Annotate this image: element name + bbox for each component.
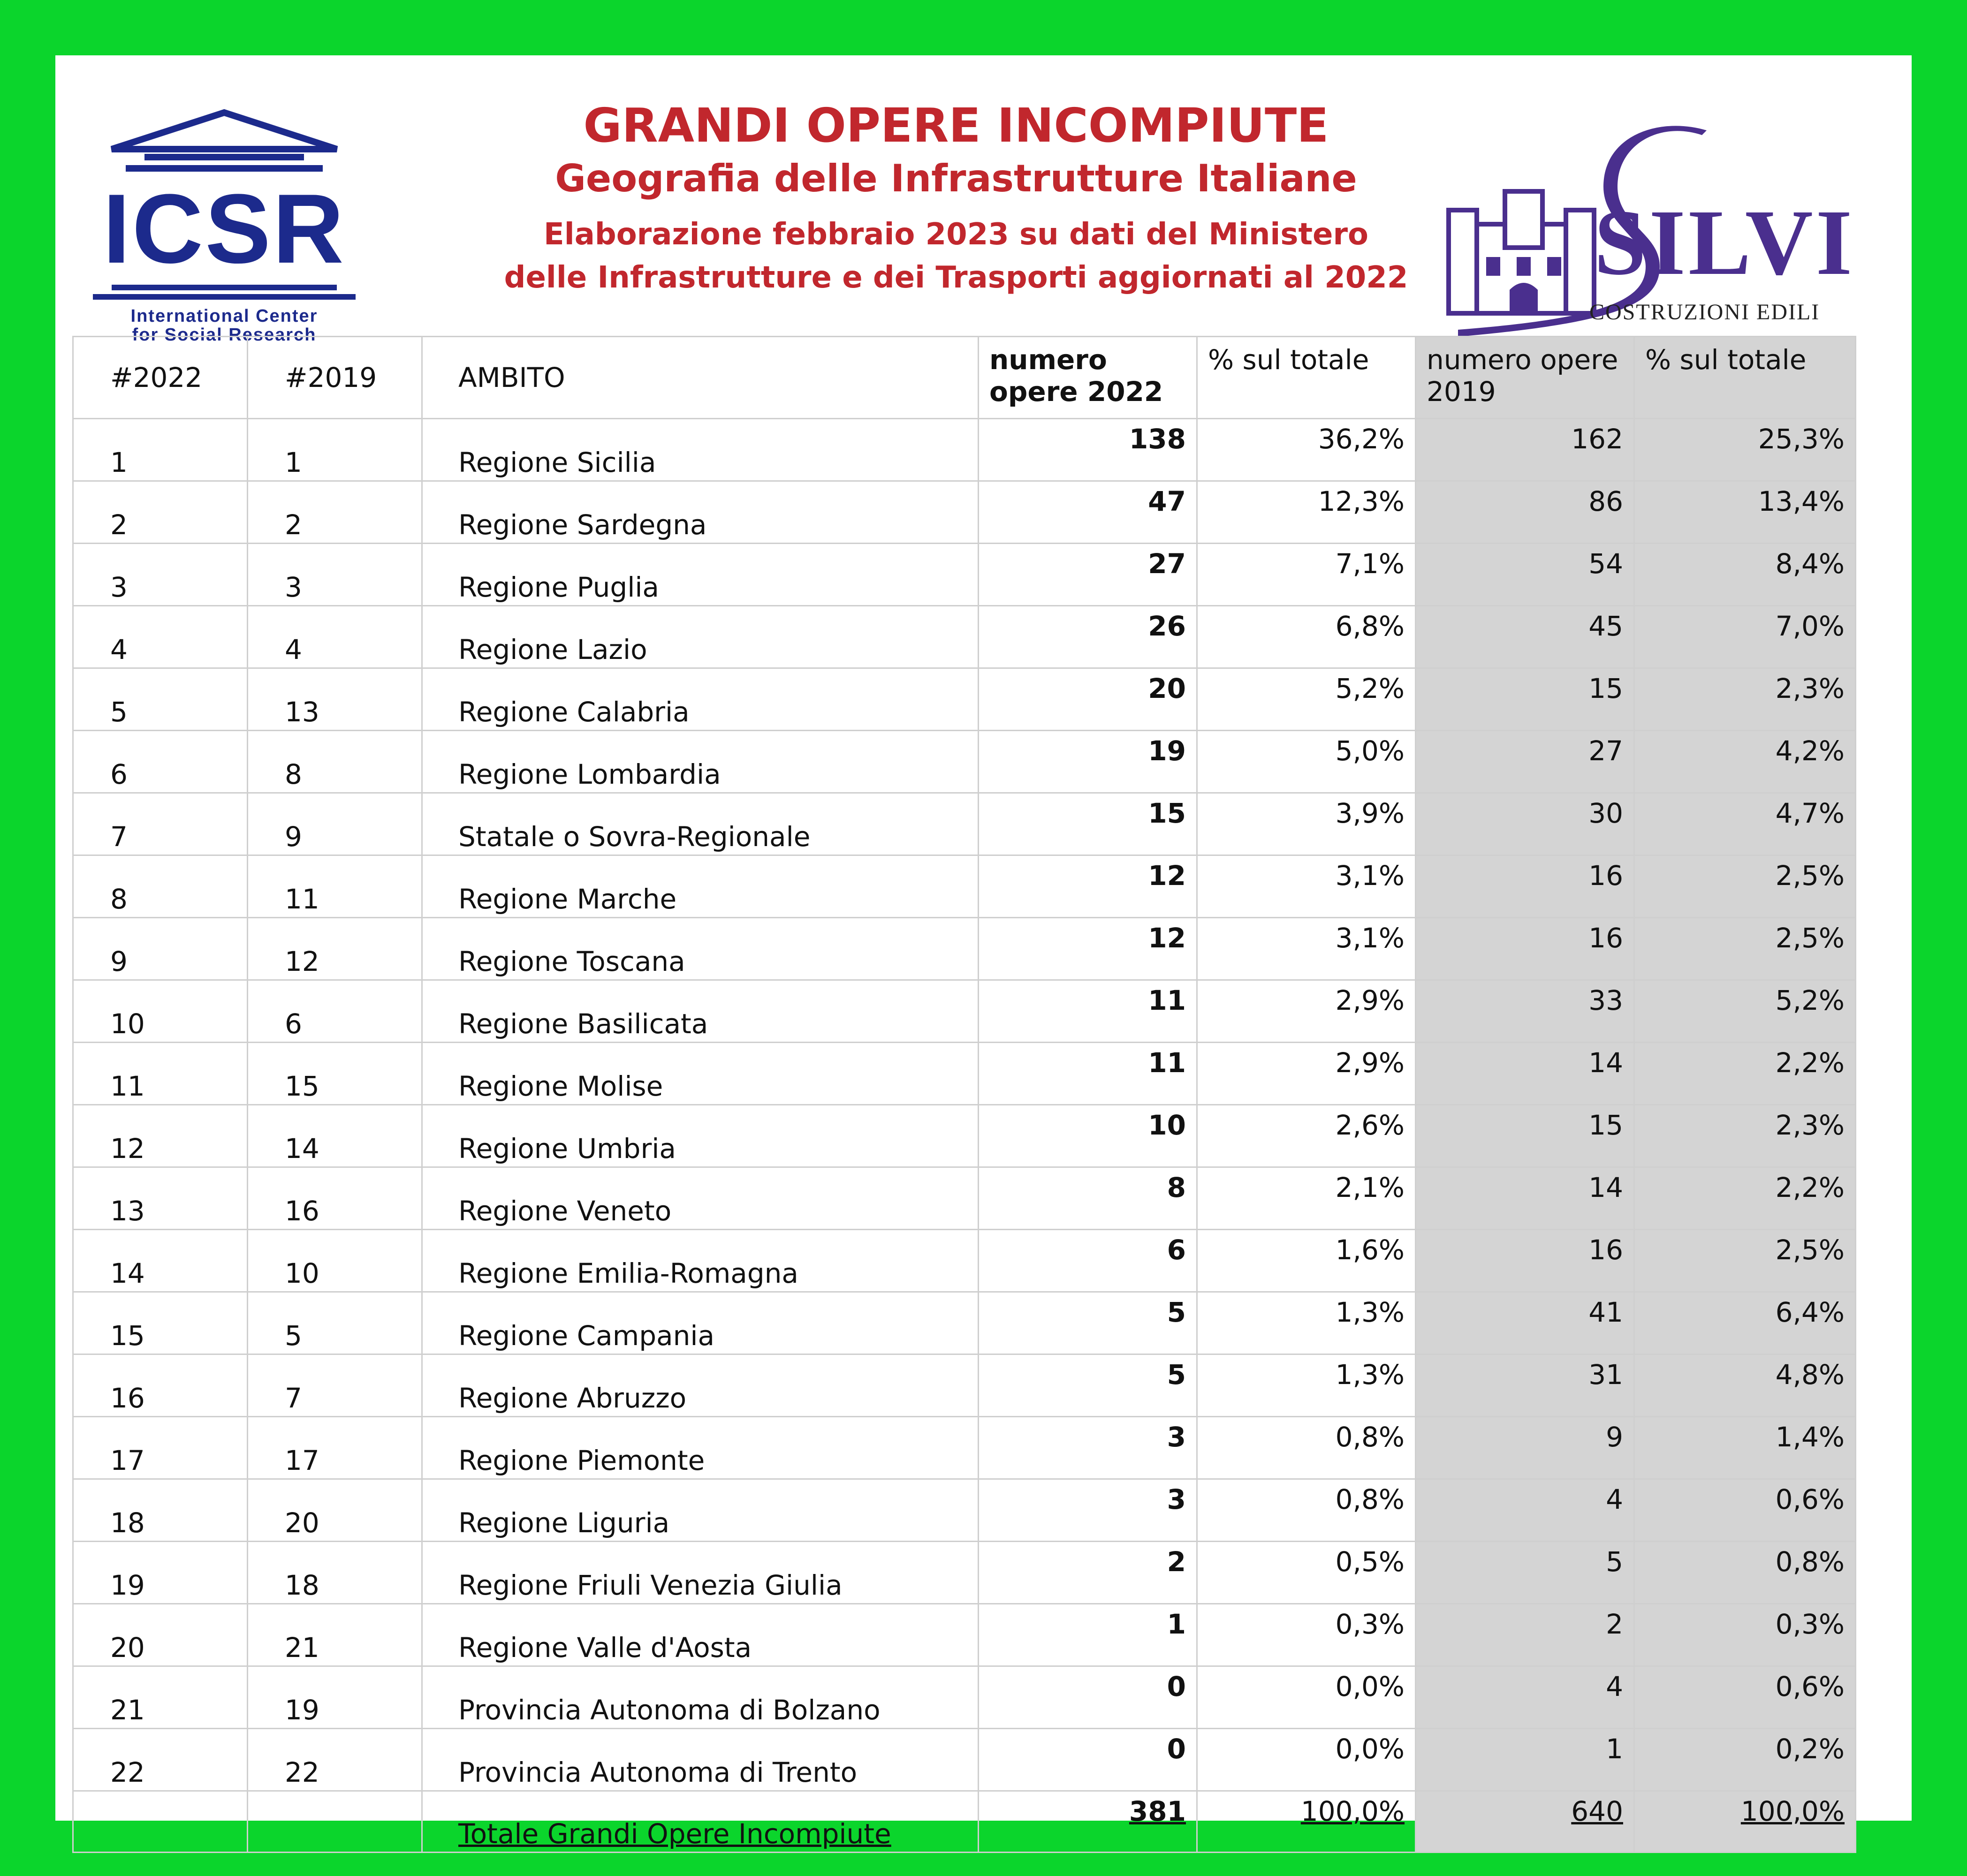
pct-2019-cell: 2,5% bbox=[1634, 918, 1856, 980]
rank-2019-cell: 19 bbox=[248, 1666, 422, 1729]
rank-2022-cell: 18 bbox=[73, 1479, 248, 1542]
rank-2019-cell: 5 bbox=[248, 1292, 422, 1354]
table-row bbox=[73, 1292, 1856, 1354]
table-row bbox=[73, 1043, 1856, 1105]
opere-2019-cell: 41 bbox=[1416, 1292, 1634, 1354]
ambito-cell: Regione Liguria bbox=[422, 1479, 979, 1542]
pct-2022-cell: 0,5% bbox=[1197, 1542, 1416, 1604]
table-row bbox=[73, 1417, 1856, 1479]
table-row bbox=[73, 731, 1856, 793]
pct-2022-cell: 0,0% bbox=[1197, 1666, 1416, 1729]
opere-2022-cell: 5 bbox=[979, 1292, 1197, 1354]
rank-2022-cell: 16 bbox=[73, 1354, 248, 1417]
rank-2019-cell: 9 bbox=[248, 793, 422, 855]
opere-2022-cell: 47 bbox=[979, 481, 1197, 544]
total-pct-2019-text: 100,0% bbox=[1740, 1795, 1845, 1827]
rank-2019-cell: 17 bbox=[248, 1417, 422, 1479]
opere-2022-cell: 3 bbox=[979, 1417, 1197, 1479]
rank-2019-cell: 2 bbox=[248, 481, 422, 544]
pct-2022-cell: 0,0% bbox=[1197, 1729, 1416, 1791]
ambito-cell: Regione Piemonte bbox=[422, 1417, 979, 1479]
opere-2022-cell: 27 bbox=[979, 544, 1197, 606]
pct-2019-cell: 0,6% bbox=[1634, 1666, 1856, 1729]
pct-2019-cell: 1,4% bbox=[1634, 1417, 1856, 1479]
source-note-2: delle Infrastrutture e dei Trasporti aggiornati al 2022 bbox=[504, 260, 1408, 295]
ambito-cell: Regione Friuli Venezia Giulia bbox=[422, 1542, 979, 1604]
rank-2019-cell: 3 bbox=[248, 544, 422, 606]
header-pct-2019: % sul totale bbox=[1634, 337, 1856, 419]
table-row bbox=[73, 606, 1856, 668]
opere-2019-cell: 2 bbox=[1416, 1604, 1634, 1666]
rank-2019-cell: 13 bbox=[248, 668, 422, 731]
ambito-cell: Regione Molise bbox=[422, 1043, 979, 1105]
silvi-lettering: SILVI bbox=[1594, 191, 1855, 295]
rank-2022-cell: 17 bbox=[73, 1417, 248, 1479]
ambito-cell: Regione Marche bbox=[422, 855, 979, 918]
table-row bbox=[73, 481, 1856, 544]
rank-2019-cell: 14 bbox=[248, 1105, 422, 1167]
opere-2019-cell: 162 bbox=[1416, 419, 1634, 481]
pct-2019-cell: 4,2% bbox=[1634, 731, 1856, 793]
ambito-cell: Regione Lazio bbox=[422, 606, 979, 668]
ambito-cell: Regione Basilicata bbox=[422, 980, 979, 1043]
opere-2022-cell: 0 bbox=[979, 1666, 1197, 1729]
pct-2019-cell: 0,6% bbox=[1634, 1479, 1856, 1542]
ambito-cell: Regione Campania bbox=[422, 1292, 979, 1354]
header-rank-2022: #2022 bbox=[73, 337, 248, 419]
rank-2019-cell: 15 bbox=[248, 1043, 422, 1105]
header-opere-2022: numero opere 2022 bbox=[979, 337, 1197, 419]
opere-2022-cell: 11 bbox=[979, 1043, 1197, 1105]
rank-2022-cell: 8 bbox=[73, 855, 248, 918]
opere-2022-cell: 10 bbox=[979, 1105, 1197, 1167]
opere-2019-cell: 9 bbox=[1416, 1417, 1634, 1479]
ambito-cell: Provincia Autonoma di Trento bbox=[422, 1729, 979, 1791]
pct-2019-cell: 5,2% bbox=[1634, 980, 1856, 1043]
pct-2022-cell: 1,6% bbox=[1197, 1230, 1416, 1292]
opere-2022-cell: 20 bbox=[979, 668, 1197, 731]
header-opere-2019: numero opere 2019 bbox=[1416, 337, 1634, 419]
ambito-cell: Regione Veneto bbox=[422, 1167, 979, 1230]
pct-2019-cell: 13,4% bbox=[1634, 481, 1856, 544]
table-row bbox=[73, 1542, 1856, 1604]
total-empty-1 bbox=[73, 1791, 248, 1853]
icsr-line2: for Social Research bbox=[132, 325, 317, 345]
opere-2019-cell: 27 bbox=[1416, 731, 1634, 793]
total-opere-2022-text: 381 bbox=[1129, 1795, 1186, 1827]
opere-2019-cell: 14 bbox=[1416, 1043, 1634, 1105]
opere-2019-cell: 16 bbox=[1416, 1230, 1634, 1292]
rank-2022-cell: 3 bbox=[73, 544, 248, 606]
table-row bbox=[73, 793, 1856, 855]
opere-table bbox=[72, 336, 1856, 1853]
header-ambito: AMBITO bbox=[422, 337, 979, 419]
ambito-cell: Statale o Sovra-Regionale bbox=[422, 793, 979, 855]
pct-2019-cell: 0,8% bbox=[1634, 1542, 1856, 1604]
rank-2019-cell: 11 bbox=[248, 855, 422, 918]
opere-2022-cell: 19 bbox=[979, 731, 1197, 793]
page-subtitle: Geografia delle Infrastrutture Italiane bbox=[555, 157, 1357, 200]
total-pct-2022 bbox=[1197, 1791, 1416, 1853]
pct-2019-cell: 0,3% bbox=[1634, 1604, 1856, 1666]
ambito-cell: Provincia Autonoma di Bolzano bbox=[422, 1666, 979, 1729]
table-row bbox=[73, 1354, 1856, 1417]
table-header-row bbox=[73, 337, 1856, 419]
table-row bbox=[73, 1230, 1856, 1292]
table-row bbox=[73, 1729, 1856, 1791]
pct-2019-cell: 2,3% bbox=[1634, 1105, 1856, 1167]
rank-2019-cell: 6 bbox=[248, 980, 422, 1043]
header-titles bbox=[421, 98, 1491, 299]
pct-2022-cell: 2,9% bbox=[1197, 1043, 1416, 1105]
rank-2019-cell: 16 bbox=[248, 1167, 422, 1230]
opere-2022-cell: 3 bbox=[979, 1479, 1197, 1542]
rank-2022-cell: 13 bbox=[73, 1167, 248, 1230]
ambito-cell: Regione Calabria bbox=[422, 668, 979, 731]
rank-2022-cell: 4 bbox=[73, 606, 248, 668]
table-row bbox=[73, 1167, 1856, 1230]
rank-2019-cell: 10 bbox=[248, 1230, 422, 1292]
icsr-logo bbox=[93, 107, 356, 351]
pct-2022-cell: 1,3% bbox=[1197, 1354, 1416, 1417]
rank-2019-cell: 22 bbox=[248, 1729, 422, 1791]
opere-2019-cell: 5 bbox=[1416, 1542, 1634, 1604]
silvi-tagline: COSTRUZIONI EDILI bbox=[1589, 300, 1820, 325]
rank-2022-cell: 12 bbox=[73, 1105, 248, 1167]
opere-2022-cell: 12 bbox=[979, 918, 1197, 980]
pct-2022-cell: 5,0% bbox=[1197, 731, 1416, 793]
pct-2019-cell: 2,2% bbox=[1634, 1043, 1856, 1105]
opere-2019-cell: 16 bbox=[1416, 918, 1634, 980]
pct-2019-cell: 4,8% bbox=[1634, 1354, 1856, 1417]
pct-2022-cell: 0,3% bbox=[1197, 1604, 1416, 1666]
source-note-1: Elaborazione febbraio 2023 su dati del Ministero bbox=[544, 217, 1368, 252]
opere-2019-cell: 15 bbox=[1416, 668, 1634, 731]
table-row bbox=[73, 544, 1856, 606]
opere-2022-cell: 5 bbox=[979, 1354, 1197, 1417]
rank-2022-cell: 21 bbox=[73, 1666, 248, 1729]
pct-2022-cell: 1,3% bbox=[1197, 1292, 1416, 1354]
rank-2019-cell: 12 bbox=[248, 918, 422, 980]
opere-2022-cell: 8 bbox=[979, 1167, 1197, 1230]
pct-2019-cell: 2,2% bbox=[1634, 1167, 1856, 1230]
pct-2022-cell: 3,1% bbox=[1197, 918, 1416, 980]
pct-2019-cell: 7,0% bbox=[1634, 606, 1856, 668]
rank-2022-cell: 1 bbox=[73, 419, 248, 481]
pct-2019-cell: 6,4% bbox=[1634, 1292, 1856, 1354]
total-label-text: Totale Grandi Opere Incompiute bbox=[458, 1818, 891, 1850]
total-opere-2019-text: 640 bbox=[1571, 1795, 1623, 1827]
opere-2022-cell: 2 bbox=[979, 1542, 1197, 1604]
opere-2022-cell: 1 bbox=[979, 1604, 1197, 1666]
opere-2019-cell: 45 bbox=[1416, 606, 1634, 668]
pct-2022-cell: 6,8% bbox=[1197, 606, 1416, 668]
opere-2019-cell: 54 bbox=[1416, 544, 1634, 606]
opere-2022-cell: 138 bbox=[979, 419, 1197, 481]
ambito-cell: Regione Umbria bbox=[422, 1105, 979, 1167]
pct-2022-cell: 12,3% bbox=[1197, 481, 1416, 544]
total-opere-2022 bbox=[979, 1791, 1197, 1853]
total-label bbox=[422, 1791, 979, 1853]
table-row bbox=[73, 1105, 1856, 1167]
table-body bbox=[73, 419, 1856, 1853]
ambito-cell: Regione Sicilia bbox=[422, 419, 979, 481]
table-row bbox=[73, 855, 1856, 918]
pct-2019-cell: 2,3% bbox=[1634, 668, 1856, 731]
rank-2022-cell: 9 bbox=[73, 918, 248, 980]
pct-2022-cell: 0,8% bbox=[1197, 1417, 1416, 1479]
ambito-cell: Regione Valle d'Aosta bbox=[422, 1604, 979, 1666]
opere-2019-cell: 15 bbox=[1416, 1105, 1634, 1167]
pct-2022-cell: 2,1% bbox=[1197, 1167, 1416, 1230]
total-row bbox=[73, 1791, 1856, 1853]
ambito-cell: Regione Sardegna bbox=[422, 481, 979, 544]
pct-2019-cell: 2,5% bbox=[1634, 855, 1856, 918]
pct-2022-cell: 3,1% bbox=[1197, 855, 1416, 918]
rank-2022-cell: 15 bbox=[73, 1292, 248, 1354]
rank-2022-cell: 22 bbox=[73, 1729, 248, 1791]
table-row bbox=[73, 668, 1856, 731]
rank-2022-cell: 14 bbox=[73, 1230, 248, 1292]
opere-2022-cell: 6 bbox=[979, 1230, 1197, 1292]
pct-2019-cell: 0,2% bbox=[1634, 1729, 1856, 1791]
pct-2022-cell: 5,2% bbox=[1197, 668, 1416, 731]
opere-2019-cell: 14 bbox=[1416, 1167, 1634, 1230]
page-title: GRANDI OPERE INCOMPIUTE bbox=[583, 98, 1329, 153]
rank-2019-cell: 4 bbox=[248, 606, 422, 668]
pct-2022-cell: 3,9% bbox=[1197, 793, 1416, 855]
rank-2022-cell: 7 bbox=[73, 793, 248, 855]
pct-2022-cell: 2,9% bbox=[1197, 980, 1416, 1043]
rank-2019-cell: 20 bbox=[248, 1479, 422, 1542]
header-pct-2022: % sul totale bbox=[1197, 337, 1416, 419]
ambito-cell: Regione Abruzzo bbox=[422, 1354, 979, 1417]
total-pct-2022-text: 100,0% bbox=[1300, 1795, 1405, 1827]
ambito-cell: Regione Puglia bbox=[422, 544, 979, 606]
pct-2019-cell: 4,7% bbox=[1634, 793, 1856, 855]
opere-2022-cell: 26 bbox=[979, 606, 1197, 668]
table-row bbox=[73, 1479, 1856, 1542]
opere-2019-cell: 33 bbox=[1416, 980, 1634, 1043]
pct-2019-cell: 8,4% bbox=[1634, 544, 1856, 606]
opere-2019-cell: 4 bbox=[1416, 1479, 1634, 1542]
ambito-cell: Regione Toscana bbox=[422, 918, 979, 980]
opere-2019-cell: 4 bbox=[1416, 1666, 1634, 1729]
rank-2022-cell: 6 bbox=[73, 731, 248, 793]
silvi-logo bbox=[1439, 116, 1855, 351]
rank-2022-cell: 20 bbox=[73, 1604, 248, 1666]
icsr-lettering: ICSR bbox=[103, 174, 346, 284]
rank-2022-cell: 10 bbox=[73, 980, 248, 1043]
header-rank-2019: #2019 bbox=[248, 337, 422, 419]
building-pediment-icon bbox=[93, 107, 356, 177]
opere-2022-cell: 0 bbox=[979, 1729, 1197, 1791]
opere-2019-cell: 86 bbox=[1416, 481, 1634, 544]
table-row bbox=[73, 1604, 1856, 1666]
opere-2022-cell: 12 bbox=[979, 855, 1197, 918]
table-row bbox=[73, 918, 1856, 980]
rank-2022-cell: 2 bbox=[73, 481, 248, 544]
opere-2022-cell: 11 bbox=[979, 980, 1197, 1043]
rank-2022-cell: 19 bbox=[73, 1542, 248, 1604]
table-row bbox=[73, 980, 1856, 1043]
opere-2019-cell: 31 bbox=[1416, 1354, 1634, 1417]
total-empty-2 bbox=[248, 1791, 422, 1853]
content-panel bbox=[55, 55, 1912, 1850]
pct-2022-cell: 36,2% bbox=[1197, 419, 1416, 481]
pct-2022-cell: 2,6% bbox=[1197, 1105, 1416, 1167]
pct-2019-cell: 25,3% bbox=[1634, 419, 1856, 481]
table-row bbox=[73, 1666, 1856, 1729]
rank-2019-cell: 18 bbox=[248, 1542, 422, 1604]
rank-2019-cell: 1 bbox=[248, 419, 422, 481]
icsr-line1: International Center bbox=[130, 306, 318, 326]
pct-2022-cell: 7,1% bbox=[1197, 544, 1416, 606]
table-row bbox=[73, 419, 1856, 481]
opere-2019-cell: 1 bbox=[1416, 1729, 1634, 1791]
building-base-icon bbox=[93, 283, 356, 302]
ambito-cell: Regione Emilia-Romagna bbox=[422, 1230, 979, 1292]
rank-2019-cell: 7 bbox=[248, 1354, 422, 1417]
total-pct-2019 bbox=[1634, 1791, 1856, 1853]
rank-2019-cell: 21 bbox=[248, 1604, 422, 1666]
opere-2019-cell: 16 bbox=[1416, 855, 1634, 918]
opere-2022-cell: 15 bbox=[979, 793, 1197, 855]
total-opere-2019 bbox=[1416, 1791, 1634, 1853]
ambito-cell: Regione Lombardia bbox=[422, 731, 979, 793]
pct-2019-cell: 2,5% bbox=[1634, 1230, 1856, 1292]
rank-2022-cell: 5 bbox=[73, 668, 248, 731]
opere-2019-cell: 30 bbox=[1416, 793, 1634, 855]
pct-2022-cell: 0,8% bbox=[1197, 1479, 1416, 1542]
rank-2022-cell: 11 bbox=[73, 1043, 248, 1105]
rank-2019-cell: 8 bbox=[248, 731, 422, 793]
